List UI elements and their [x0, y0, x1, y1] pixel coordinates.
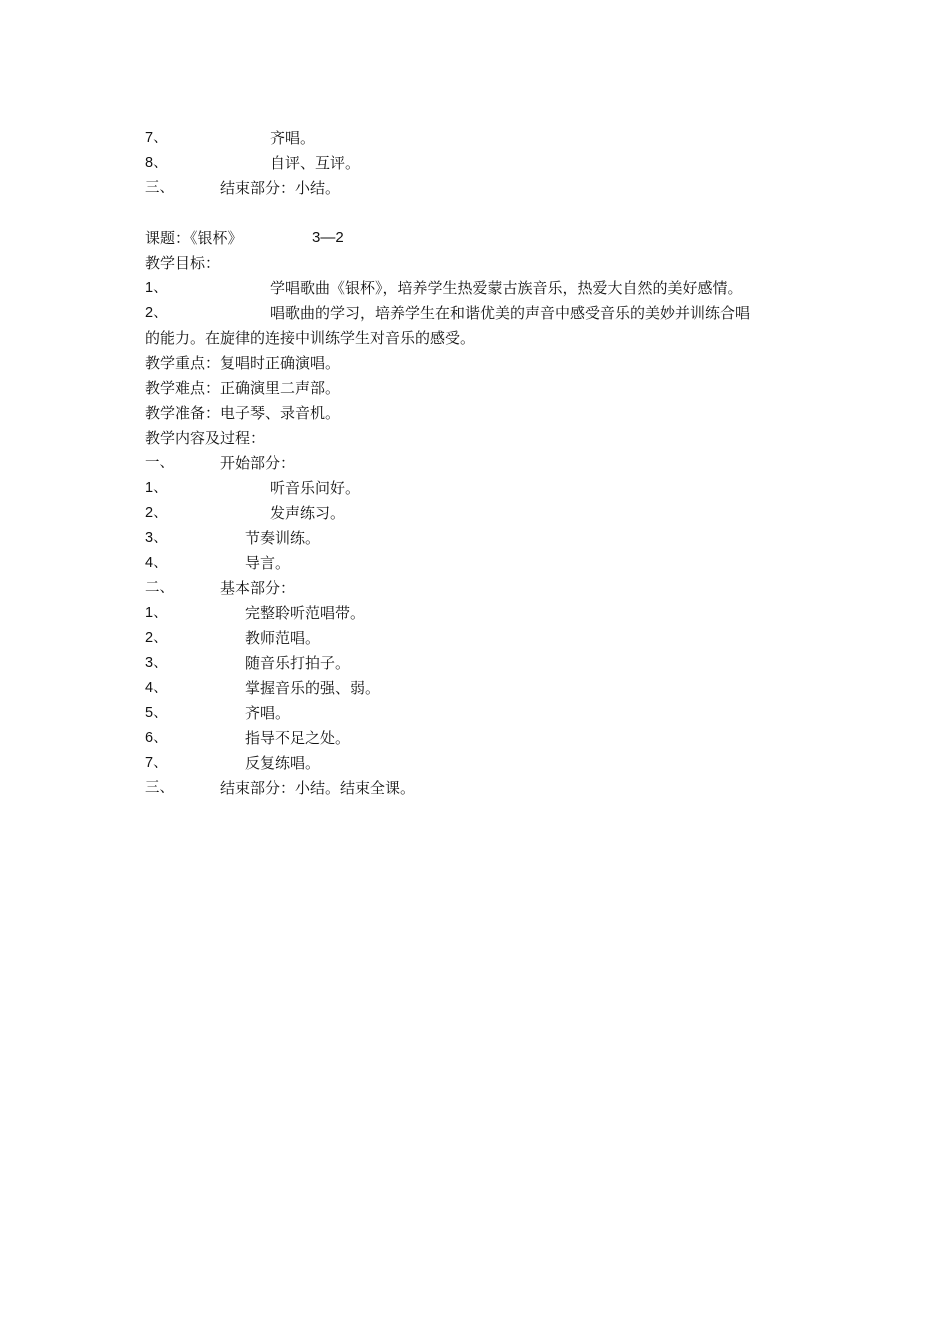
item-text: 教师范唱。	[245, 629, 321, 647]
item-number: 7、	[145, 755, 168, 771]
item-text: 完整聆听范唱带。	[245, 604, 366, 622]
process-heading-text: 教学内容及过程：	[145, 429, 266, 447]
item-text: 节奏训练。	[245, 529, 321, 547]
key-point-text: 教学重点：复唱时正确演唱。	[145, 354, 341, 372]
item-text: 掌握音乐的强、弱。	[245, 679, 381, 697]
item-text: 发声练习。	[270, 504, 346, 522]
item-text: 随音乐打拍子。	[245, 654, 351, 672]
preparation-text: 教学准备：电子琴、录音机。	[145, 404, 341, 422]
section-text: 结束部分：小结。	[220, 179, 341, 197]
item-text-continued: 的能力。在旋律的连接中训练学生对音乐的感受。	[145, 329, 476, 347]
lesson-title-label: 课题：《银杯》	[145, 229, 243, 247]
item-text: 齐唱。	[270, 129, 316, 147]
item-number: 4、	[145, 680, 168, 696]
difficulty-text: 教学难点：正确演里二声部。	[145, 379, 341, 397]
section-number: 一、	[145, 455, 174, 471]
item-text: 反复练唱。	[245, 754, 321, 772]
section-number: 二、	[145, 580, 174, 596]
item-number: 4、	[145, 555, 168, 571]
item-text: 学唱歌曲《银杯》，培养学生热爱蒙古族音乐，热爱大自然的美好感情。	[270, 279, 743, 297]
item-number: 2、	[145, 630, 168, 646]
item-number: 2、	[145, 305, 168, 321]
lesson-code: 3—2	[312, 229, 344, 246]
section-text: 结束部分：小结。结束全课。	[220, 779, 416, 797]
item-text: 听音乐问好。	[270, 479, 361, 497]
item-number: 3、	[145, 655, 168, 671]
item-number: 1、	[145, 605, 168, 621]
item-number: 3、	[145, 530, 168, 546]
item-number: 1、	[145, 280, 168, 296]
item-number: 1、	[145, 480, 168, 496]
item-number: 6、	[145, 730, 168, 746]
section-text: 基本部分：	[220, 579, 296, 597]
item-text: 指导不足之处。	[245, 729, 351, 747]
section-text: 开始部分：	[220, 454, 296, 472]
item-text: 导言。	[245, 554, 291, 572]
item-number: 2、	[145, 505, 168, 521]
item-text: 唱歌曲的学习，培养学生在和谐优美的声音中感受音乐的美妙并训练合唱	[270, 304, 751, 322]
section-number: 三、	[145, 180, 174, 196]
item-number: 5、	[145, 705, 168, 721]
item-number: 7、	[145, 130, 168, 146]
item-text: 齐唱。	[245, 704, 291, 722]
item-number: 8、	[145, 155, 168, 171]
item-text: 自评、互评。	[270, 154, 361, 172]
goals-heading-text: 教学目标：	[145, 254, 221, 272]
section-number: 三、	[145, 780, 174, 796]
